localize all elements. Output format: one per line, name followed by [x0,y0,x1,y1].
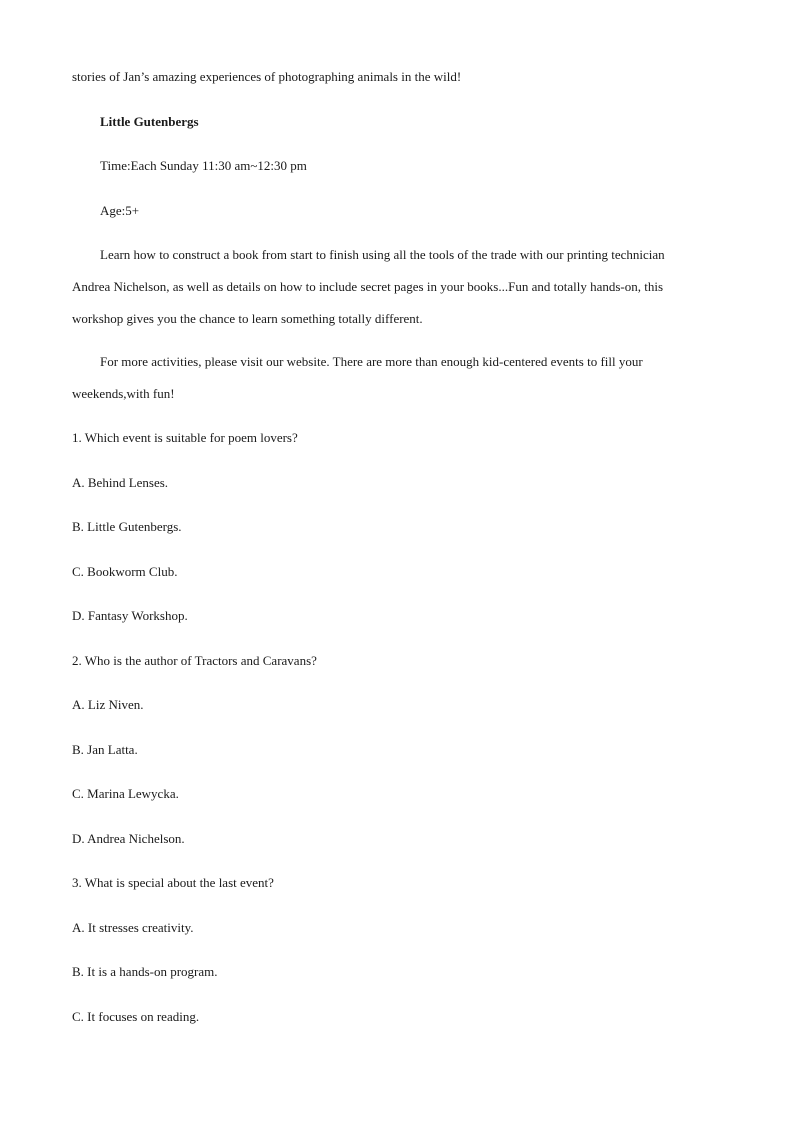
event-description-line-3: workshop gives you the chance to learn something totally different. [72,311,423,326]
question-2-stem: 2. Who is the author of Tractors and Caravans? [72,653,317,668]
question-1-stem: 1. Which event is suitable for poem lovers? [72,430,298,445]
event-title: Little Gutenbergs [100,114,199,129]
closing-line-2: weekends,with fun! [72,386,175,401]
question-3-option-b: B. It is a hands-on program. [72,964,218,979]
question-1-option-d: D. Fantasy Workshop. [72,608,188,623]
closing-line-1: For more activities, please visit our website. There are more than enough kid-centered events to fill your [100,354,643,369]
event-age: Age:5+ [100,203,140,218]
question-3-option-a: A. It stresses creativity. [72,920,194,935]
question-1-option-c: C. Bookworm Club. [72,564,178,579]
passage-intro-tail: stories of Jan’s amazing experiences of photographing animals in the wild! [72,69,462,84]
event-time: Time:Each Sunday 11:30 am~12:30 pm [100,158,307,173]
question-1-option-a: A. Behind Lenses. [72,475,169,490]
question-2-option-c: C. Marina Lewycka. [72,786,179,801]
event-description-line-1: Learn how to construct a book from start to finish using all the tools of the trade with our printing technician [100,247,665,262]
question-2-option-d: D. Andrea Nichelson. [72,831,185,846]
question-3-stem: 3. What is special about the last event? [72,875,274,890]
event-description-line-2: Andrea Nichelson, as well as details on how to include secret pages in your books...Fun and totally hands-on, this [72,279,664,294]
question-2-option-b: B. Jan Latta. [72,742,138,757]
question-3-option-c: C. It focuses on reading. [72,1009,200,1024]
question-2-option-a: A. Liz Niven. [72,697,144,712]
question-1-option-b: B. Little Gutenbergs. [72,519,182,534]
